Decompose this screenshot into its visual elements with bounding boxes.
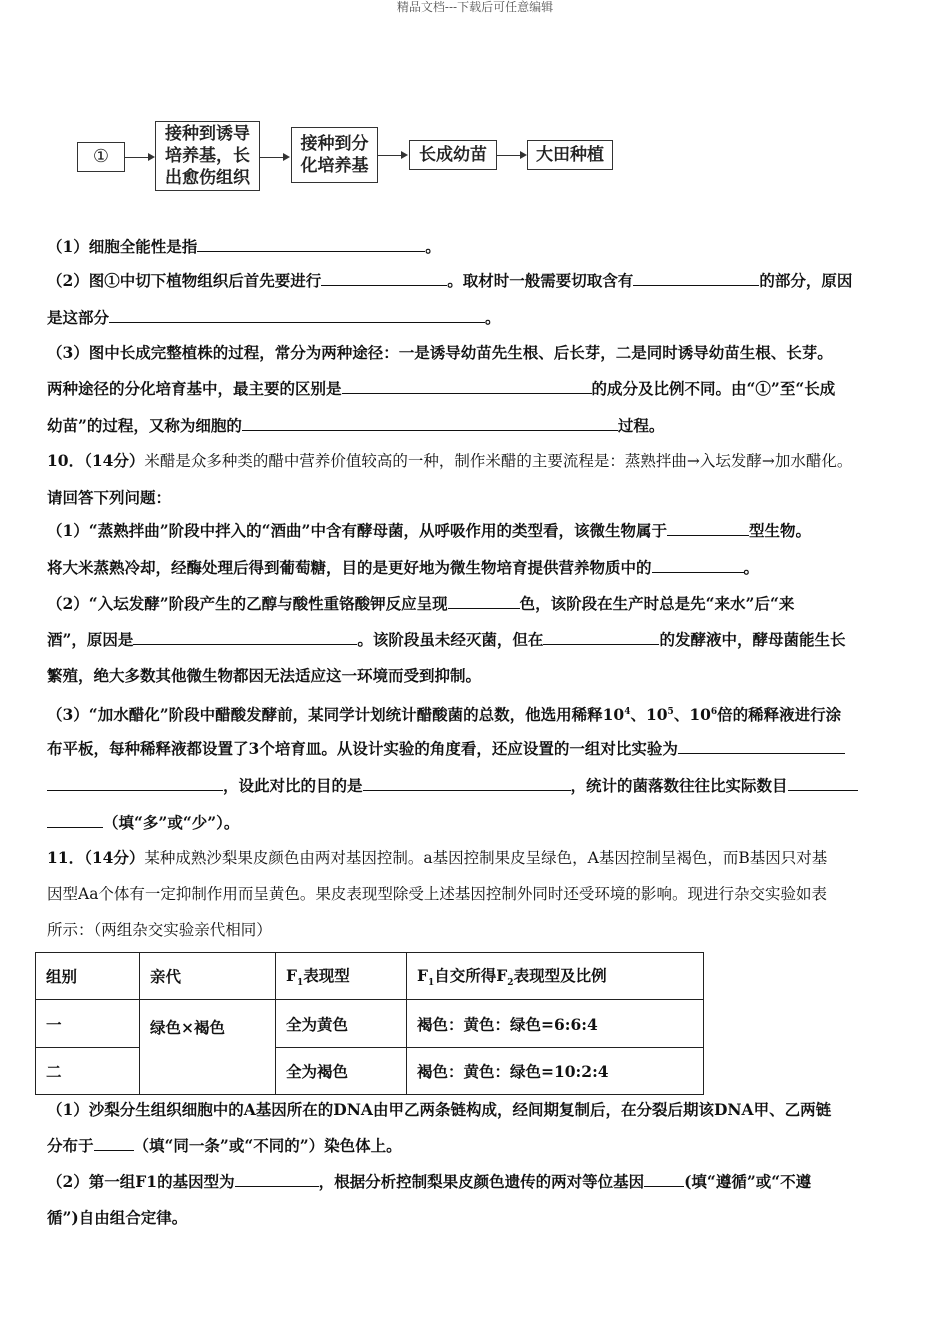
blank[interactable] (667, 521, 749, 536)
blank[interactable] (197, 237, 425, 252)
q9-part3-line3: 幼苗”的过程，又称为细胞的 过程。 (47, 416, 665, 435)
table-cell-group: 二 (36, 1048, 140, 1095)
table-header: 亲代 (140, 953, 276, 1000)
blank[interactable] (633, 271, 759, 286)
blank[interactable] (94, 1136, 134, 1151)
q10-part3-line4: （填“多”或“少”）。 (47, 812, 917, 834)
blank[interactable] (342, 379, 592, 394)
q10-part3-line1: （3）“加水醋化”阶段中醋酸发酵前，某同学计划统计醋酸菌的总数，他选用稀释$10^4$、$10^5$、$10^6$倍的稀释液进行涂 (47, 705, 842, 725)
cross-experiment-table (35, 952, 704, 1095)
table-cell-group: 一 (36, 1000, 140, 1048)
q10-part2-line3: 繁殖，绝大多数其他微生物都因无法适应这一环境而受到抑制。 (47, 666, 482, 685)
q9-part2-line1: （2）图①中切下植物组织后首先要进行 。取材时一般需要切取含有 的部分，原因 (47, 271, 853, 290)
flow-arrow-4 (497, 155, 525, 156)
blank[interactable] (678, 739, 845, 754)
table-row (36, 1000, 704, 1048)
table-header: $F_1$自交所得$F_2$表现型及比例 (407, 953, 704, 1000)
flow-step-1: ① (77, 142, 125, 172)
blank[interactable] (644, 1172, 684, 1187)
blank[interactable] (47, 776, 223, 791)
tissue-culture-flowchart (0, 0, 950, 220)
flow-arrow-1 (125, 157, 153, 158)
blank[interactable] (363, 776, 571, 791)
blank[interactable] (788, 776, 858, 791)
q10-heading-line2: 请回答下列问题： (47, 488, 172, 507)
table-row (36, 1048, 704, 1095)
q9-part1: （1）细胞全能性是指 。 (47, 237, 441, 256)
blank[interactable] (652, 558, 744, 573)
flow-arrow-2 (260, 157, 288, 158)
blank[interactable] (133, 630, 357, 645)
q10-part1-line2: 将大米蒸熟冷却，经酶处理后得到葡萄糖，目的是更好地为微生物培育提供营养物质中的 。 (47, 558, 760, 577)
flow-step-3 (291, 127, 378, 183)
blank[interactable] (242, 416, 618, 431)
table-cell-f2: 褐色：黄色：绿色=10:2:4 (407, 1048, 704, 1095)
flow-step-2-label: 接种到诱导 培养基，长 出愈伤组织 (165, 124, 250, 188)
flow-step-3-label: 接种到分 化培养基 (300, 134, 369, 176)
blank[interactable] (543, 630, 659, 645)
q11-heading: 11．（14分）某种成熟沙梨果皮颜色由两对基因控制。a基因控制果皮呈绿色，A基因控制呈褐色，而B基因只对基 (47, 848, 828, 867)
table-cell-f1: 全为黄色 (276, 1000, 407, 1048)
q9-part3-line2: 两种途径的分化培育基中，最主要的区别是 的成分及比例不同。由“①”至“长成 (47, 379, 836, 398)
q10-part3-line3: ，设此对比的目的是 ，统计的菌落数往往比实际数目 (47, 775, 917, 797)
page-header: 精品文档---下载后可任意编辑 (396, 0, 554, 14)
q10-heading: 10．（14分）米醋是众多种类的醋中营养价值较高的一种，制作米醋的主要流程是：蒸熟拌曲→入坛发酵→加水醋化。 (47, 451, 853, 470)
q10-part2-line1: （2）“入坛发酵”阶段产生的乙醇与酸性重铬酸钾反应呈现 色，该阶段在生产时总是先“来水”后“来 (47, 594, 795, 613)
flow-arrow-3 (378, 155, 406, 156)
q11-part1-line2: 分布于 （填“同一条”或“不同的”）染色体上。 (47, 1136, 402, 1155)
table-header: $F_1$表现型 (276, 953, 407, 1000)
blank[interactable] (448, 594, 520, 609)
q11-part1-line1: （1）沙梨分生组织细胞中的A基因所在的DNA由甲乙两条链构成，经间期复制后，在分裂后期该DNA甲、乙两链 (47, 1100, 832, 1119)
table-header: 组别 (36, 953, 140, 1000)
q11-heading-line3: 所示：（两组杂交实验亲代相同） (47, 921, 272, 939)
flow-step-4: 长成幼苗 (409, 140, 497, 170)
table-cell-f2: 褐色：黄色：绿色=6:6:4 (407, 1000, 704, 1048)
blank[interactable] (235, 1172, 319, 1187)
blank[interactable] (321, 271, 447, 286)
table-cell-parent: 绿色×褐色 (140, 1000, 276, 1095)
table-cell-f1: 全为褐色 (276, 1048, 407, 1095)
flow-step-2 (155, 121, 260, 191)
blank[interactable] (47, 813, 103, 828)
q9-part2-line2: 是这部分 。 (47, 308, 501, 327)
q11-part2-line1: （2）第一组F1的基因型为 ，根据分析控制梨果皮颜色遗传的两对等位基因 (填“遵循”或“不遵 (47, 1172, 812, 1191)
table-header-row (36, 953, 704, 1000)
q10-part2-line2: 酒”，原因是 。该阶段虽未经灭菌，但在 的发酵液中，酵母菌能生长 (47, 630, 846, 649)
flow-step-5: 大田种植 (527, 140, 613, 170)
q11-heading-line2: 因型Aa个体有一定抑制作用而呈黄色。果皮表现型除受上述基因控制外同时还受环境的影响。现进行杂交实验如表 (47, 885, 827, 903)
q11-part2-line2: 循”)自由组合定律。 (47, 1208, 188, 1227)
q10-part1-line1: （1）“蒸熟拌曲”阶段中拌入的“酒曲”中含有酵母菌，从呼吸作用的类型看，该微生物属于 型生物。 (47, 521, 811, 540)
q9-part3-line1: （3）图中长成完整植株的过程，常分为两种途径：一是诱导幼苗先生根、后长芽，二是同时诱导幼苗生根、长芽。 (47, 343, 833, 362)
blank[interactable] (109, 308, 485, 323)
q10-part3-line2: 布平板，每种稀释液都设置了3个培育皿。从设计实验的角度看，还应设置的一组对比实验为 (47, 738, 917, 760)
